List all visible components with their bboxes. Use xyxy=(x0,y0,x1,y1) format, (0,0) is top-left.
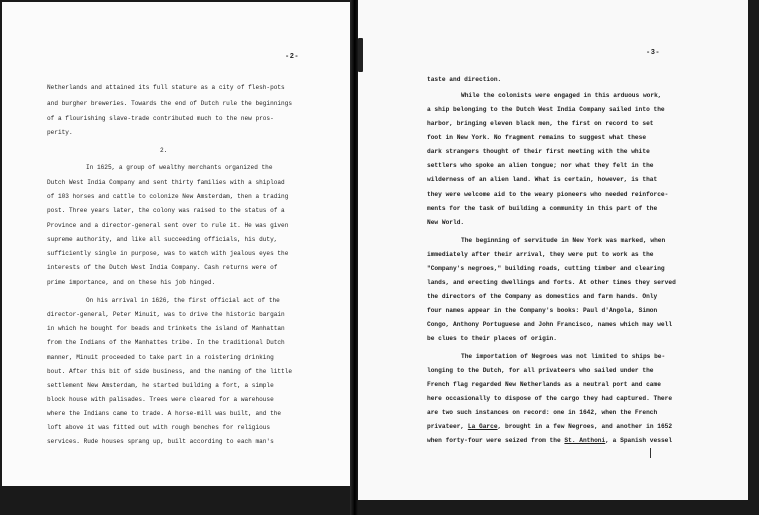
text-line: Netherlands and attained its full stature as a city of flesh-pots xyxy=(47,84,285,91)
text-line: longing to the Dutch, for all privateers who sailed under the xyxy=(427,367,654,374)
text-line: loft above it was fitted out with rough benches for religious xyxy=(47,424,271,431)
text-line: wilderness of an alien land. What is certain, however, is that xyxy=(427,176,658,183)
text-line: interests of the Dutch West India Company. Cash returns were of xyxy=(47,264,278,271)
text-line: of 103 horses and cattle to colonize New Amsterdam, then a trading xyxy=(47,193,289,200)
text-line: In 1625, a group of wealthy merchants organized the xyxy=(86,164,273,171)
text-line: from the Indians of the Manhattes tribe. In the traditional Dutch xyxy=(47,339,285,346)
text-line: bout. After this bit of side business, and the naming of the little xyxy=(47,368,293,375)
page-number: -2- xyxy=(285,53,300,61)
text-line: dark strangers thought of their first meeting with the white xyxy=(427,148,650,155)
text-line: On his arrival in 1626, the first official act of the xyxy=(86,297,280,304)
page-number: -3- xyxy=(646,49,661,57)
text-line: privateer, La Garce, brought in a few Negroes, and another in 1652 xyxy=(427,423,673,430)
text-line: ments for the task of building a community in this part of the xyxy=(427,205,658,212)
text-line: settlers who spoke an alien tongue; nor what they felt in the xyxy=(427,162,654,169)
text-line: supreme authority, and like all succeeding officials, his duty, xyxy=(47,236,278,243)
text-line: While the colonists were engaged in this arduous work, xyxy=(461,92,662,99)
text-line: Dutch West India Company and sent thirty families with a shipload xyxy=(47,179,285,186)
text-line: a ship belonging to the Dutch West India Company sailed into the xyxy=(427,106,665,113)
text-line: New World. xyxy=(427,219,465,226)
text-line: the directors of the Company as domestics and farm hands. Only xyxy=(427,293,658,300)
text-line: and burgher breweries. Towards the end of Dutch rule the beginnings xyxy=(47,100,293,107)
text-line: they were welcome aid to the weary pioneers who needed reinforce- xyxy=(427,191,669,198)
text-line: of a flourishing slave-trade contributed much to the new pros- xyxy=(47,115,274,122)
text-line: here occasionally to dispose of the cargo they had captured. There xyxy=(427,395,673,402)
text-line: lands, and erecting dwellings and forts. At other times they served xyxy=(427,279,676,286)
text-line: manner, Minuit proceeded to take part in a roistering drinking xyxy=(47,354,274,361)
book-gutter xyxy=(350,0,358,515)
text-line: prime importance, and on these his job hinged. xyxy=(47,279,216,286)
text-line: foot in New York. No fragment remains to suggest what these xyxy=(427,134,647,141)
left-page xyxy=(2,2,350,486)
text-line: four names appear in the Company's books: Paul d'Angola, Simon xyxy=(427,307,658,314)
right-page xyxy=(358,0,748,500)
text-line: when forty-four were seized from the St. Anthoni, a Spanish vessel xyxy=(427,437,673,444)
text-line: "Company's negroes," building roads, cutting timber and clearing xyxy=(427,265,665,272)
text-line: sufficiently single in purpose, was to watch with jealous eyes the xyxy=(47,250,289,257)
text-line: services. Rude houses sprang up, built according to each man's xyxy=(47,438,274,445)
text-line: block house with palisades. Trees were cleared for a warehouse xyxy=(47,396,274,403)
text-line: harbor, bringing eleven black men, the first on record to set xyxy=(427,120,654,127)
binding-clip xyxy=(358,38,363,72)
text-line: French flag regarded New Netherlands as a neutral port and came xyxy=(427,381,661,388)
underlined-ship-name: La Garce xyxy=(467,423,498,430)
text-line: director-general, Peter Minuit, was to drive the historic bargain xyxy=(47,311,285,318)
text-line: in which he bought for beads and trinkets the island of Manhattan xyxy=(47,325,285,332)
scan-border-bottom xyxy=(0,486,350,515)
text-line: settlement New Amsterdam, he started building a fort, a simple xyxy=(47,382,274,389)
text-line: where the Indians came to trade. A horse-mill was built, and the xyxy=(47,410,282,417)
text-line: Congo, Anthony Portuguese and John Francisco, names which may well xyxy=(427,321,673,328)
margin-mark xyxy=(650,448,651,458)
text-line: The beginning of servitude in New York was marked, when xyxy=(461,237,666,244)
text-line: 2. xyxy=(160,147,168,154)
text-line: are two such instances on record: one in 1642, when the French xyxy=(427,409,658,416)
underlined-ship-name: St. Anthoni xyxy=(564,437,606,444)
text-line: taste and direction. xyxy=(427,76,502,83)
text-line: be clues to their places of origin. xyxy=(427,335,557,342)
text-line: immediately after their arrival, they were put to work as the xyxy=(427,251,654,258)
text-line: post. Three years later, the colony was raised to the status of a xyxy=(47,207,285,214)
text-line: Province and a director-general sent over to rule it. He was given xyxy=(47,222,289,229)
text-line: perity. xyxy=(47,129,73,136)
text-line: The importation of Negroes was not limited to ships be- xyxy=(461,353,666,360)
